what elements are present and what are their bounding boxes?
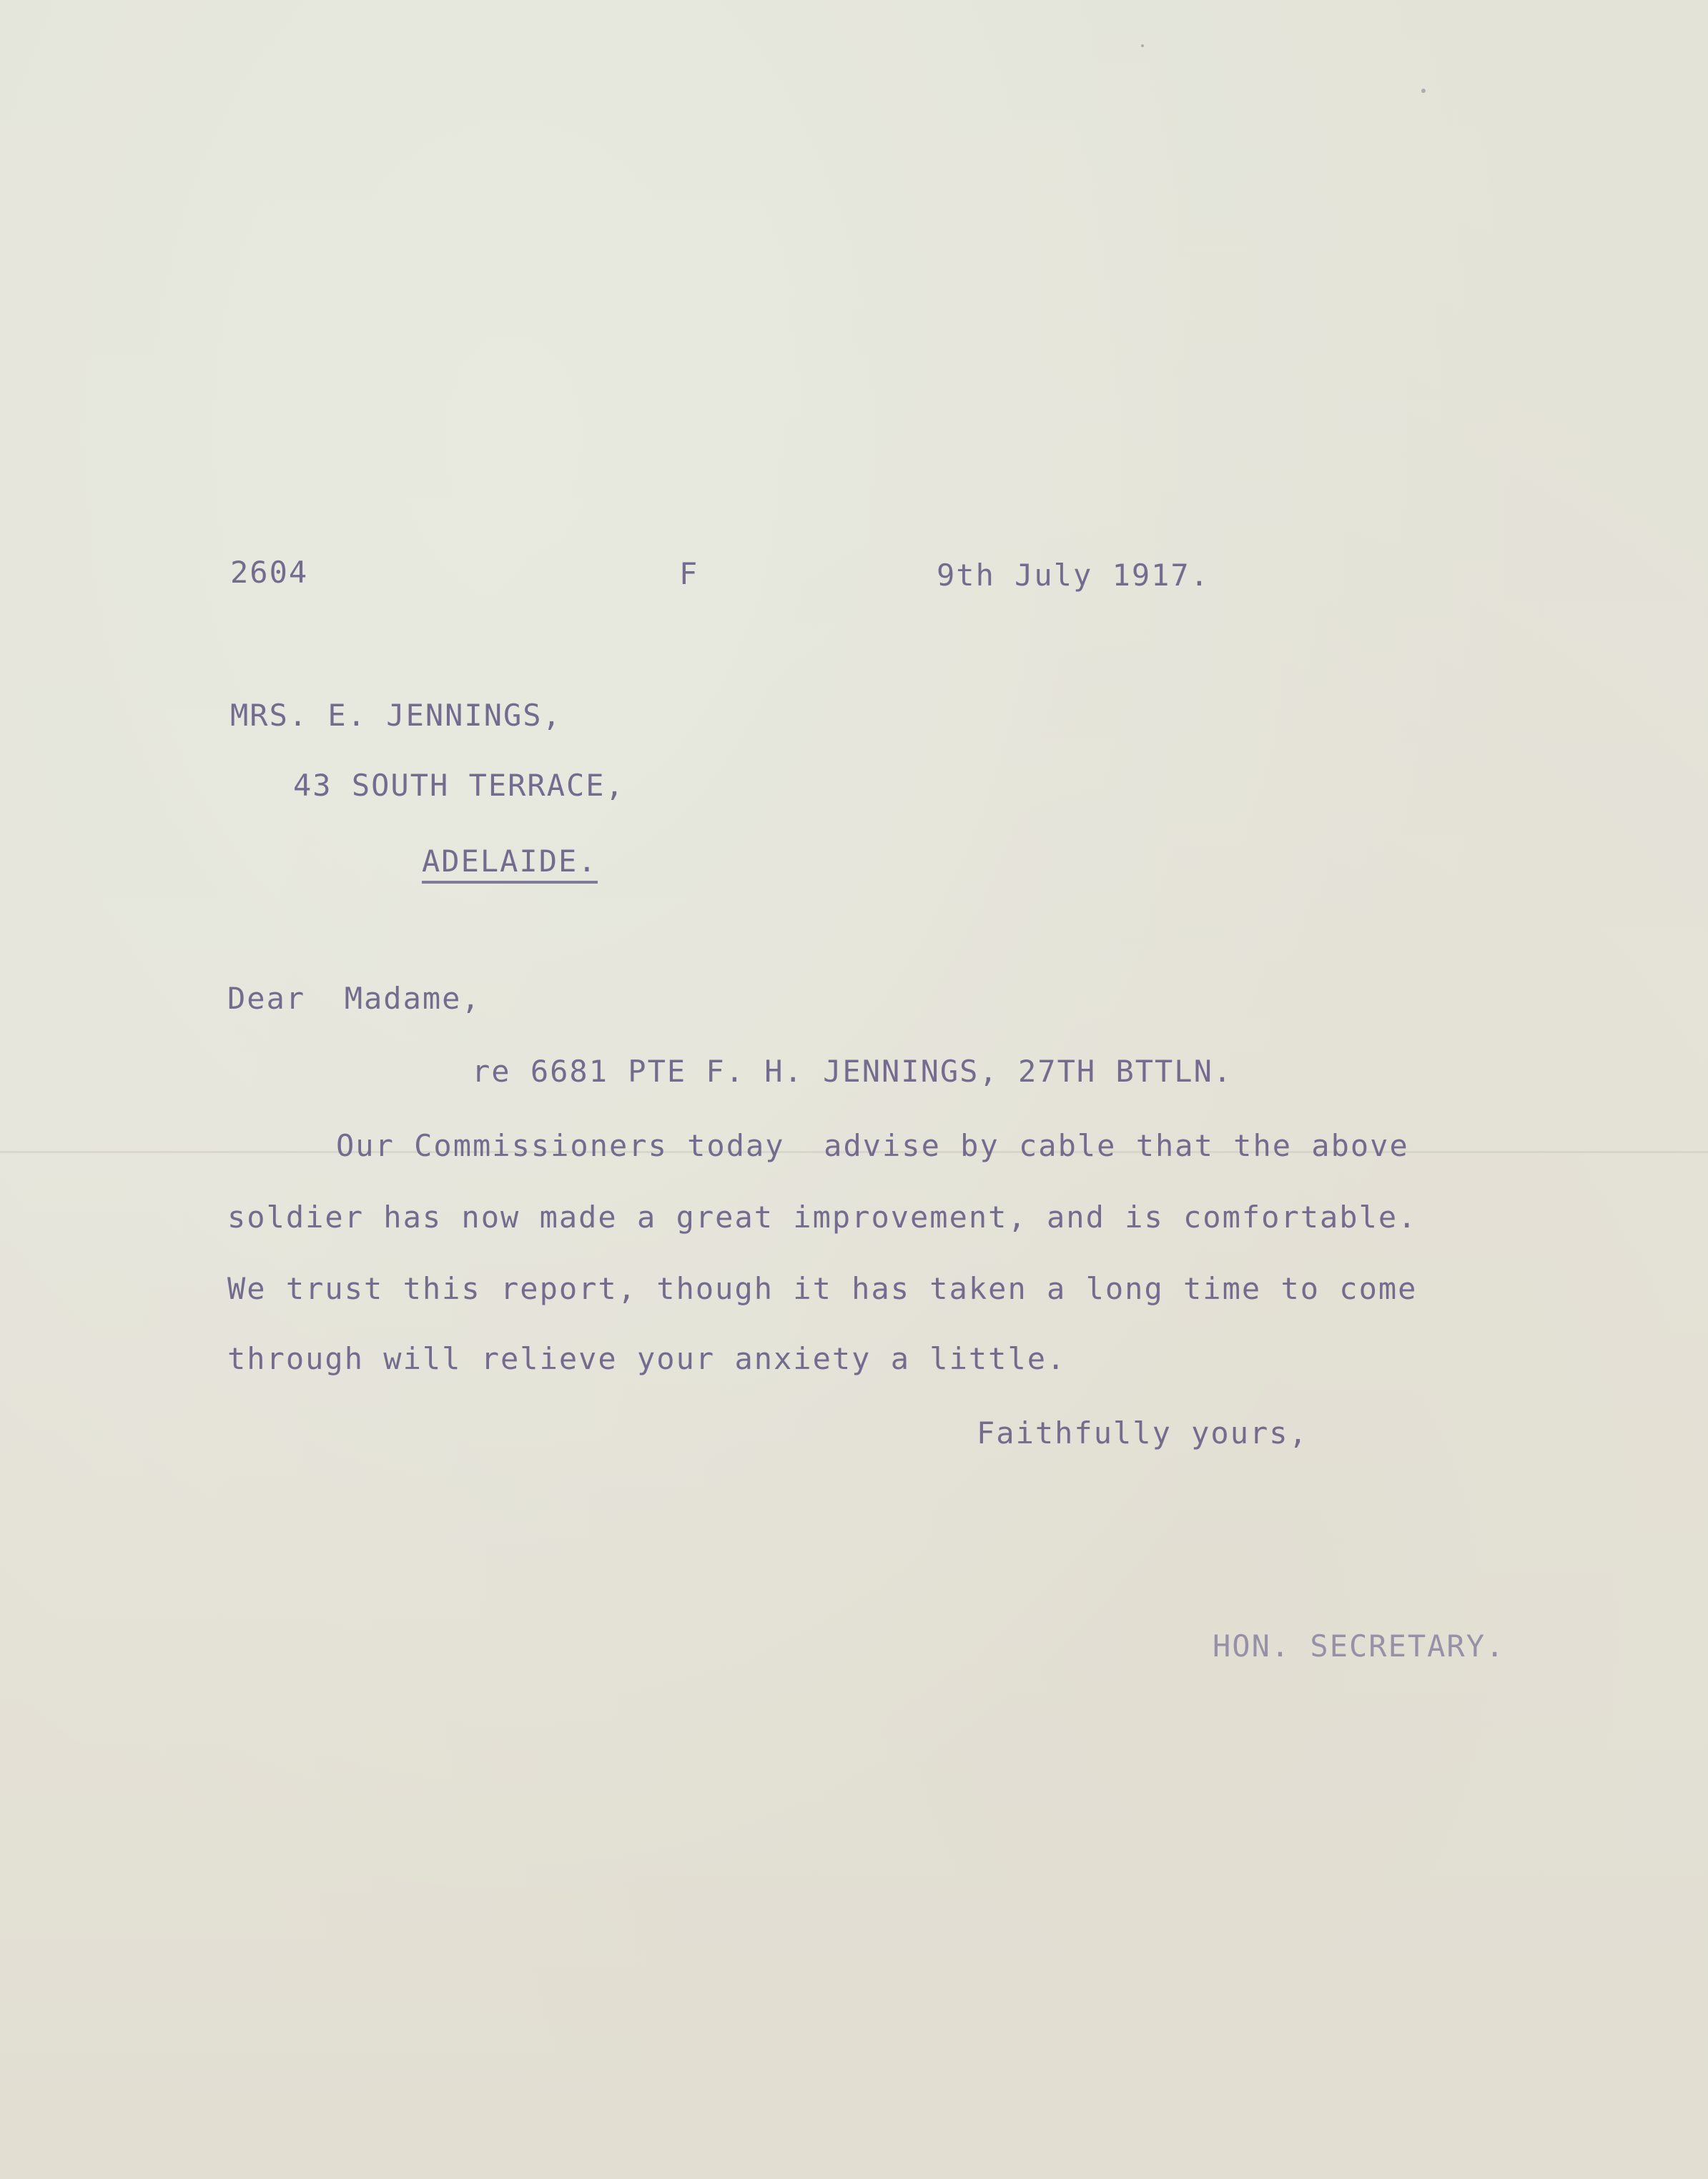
paper-speck xyxy=(1421,89,1426,93)
signature-title: HON. SECRETARY. xyxy=(1213,1629,1506,1664)
body-line: Our Commissioners today advise by cable that the above xyxy=(336,1128,1409,1163)
recipient-name: MRS. E. JENNINGS, xyxy=(230,698,562,733)
file-letter: F xyxy=(679,556,699,591)
subject-line: re 6681 PTE F. H. JENNINGS, 27TH BTTLN. xyxy=(472,1054,1233,1089)
closing: Faithfully yours, xyxy=(977,1415,1308,1451)
body-line: We trust this report, though it has taken a long time to come xyxy=(227,1271,1418,1306)
body-line: soldier has now made a great improvement, and is comfortable. xyxy=(227,1200,1418,1235)
salutation: Dear Madame, xyxy=(227,981,481,1016)
reference-number: 2604 xyxy=(230,555,309,590)
letter-date: 9th July 1917. xyxy=(937,558,1210,593)
recipient-city: ADELAIDE. xyxy=(422,846,598,884)
body-line: through will relieve your anxiety a little. xyxy=(227,1341,1067,1376)
paper-speck xyxy=(1141,44,1144,47)
recipient-street: 43 SOUTH TERRACE, xyxy=(293,768,625,803)
